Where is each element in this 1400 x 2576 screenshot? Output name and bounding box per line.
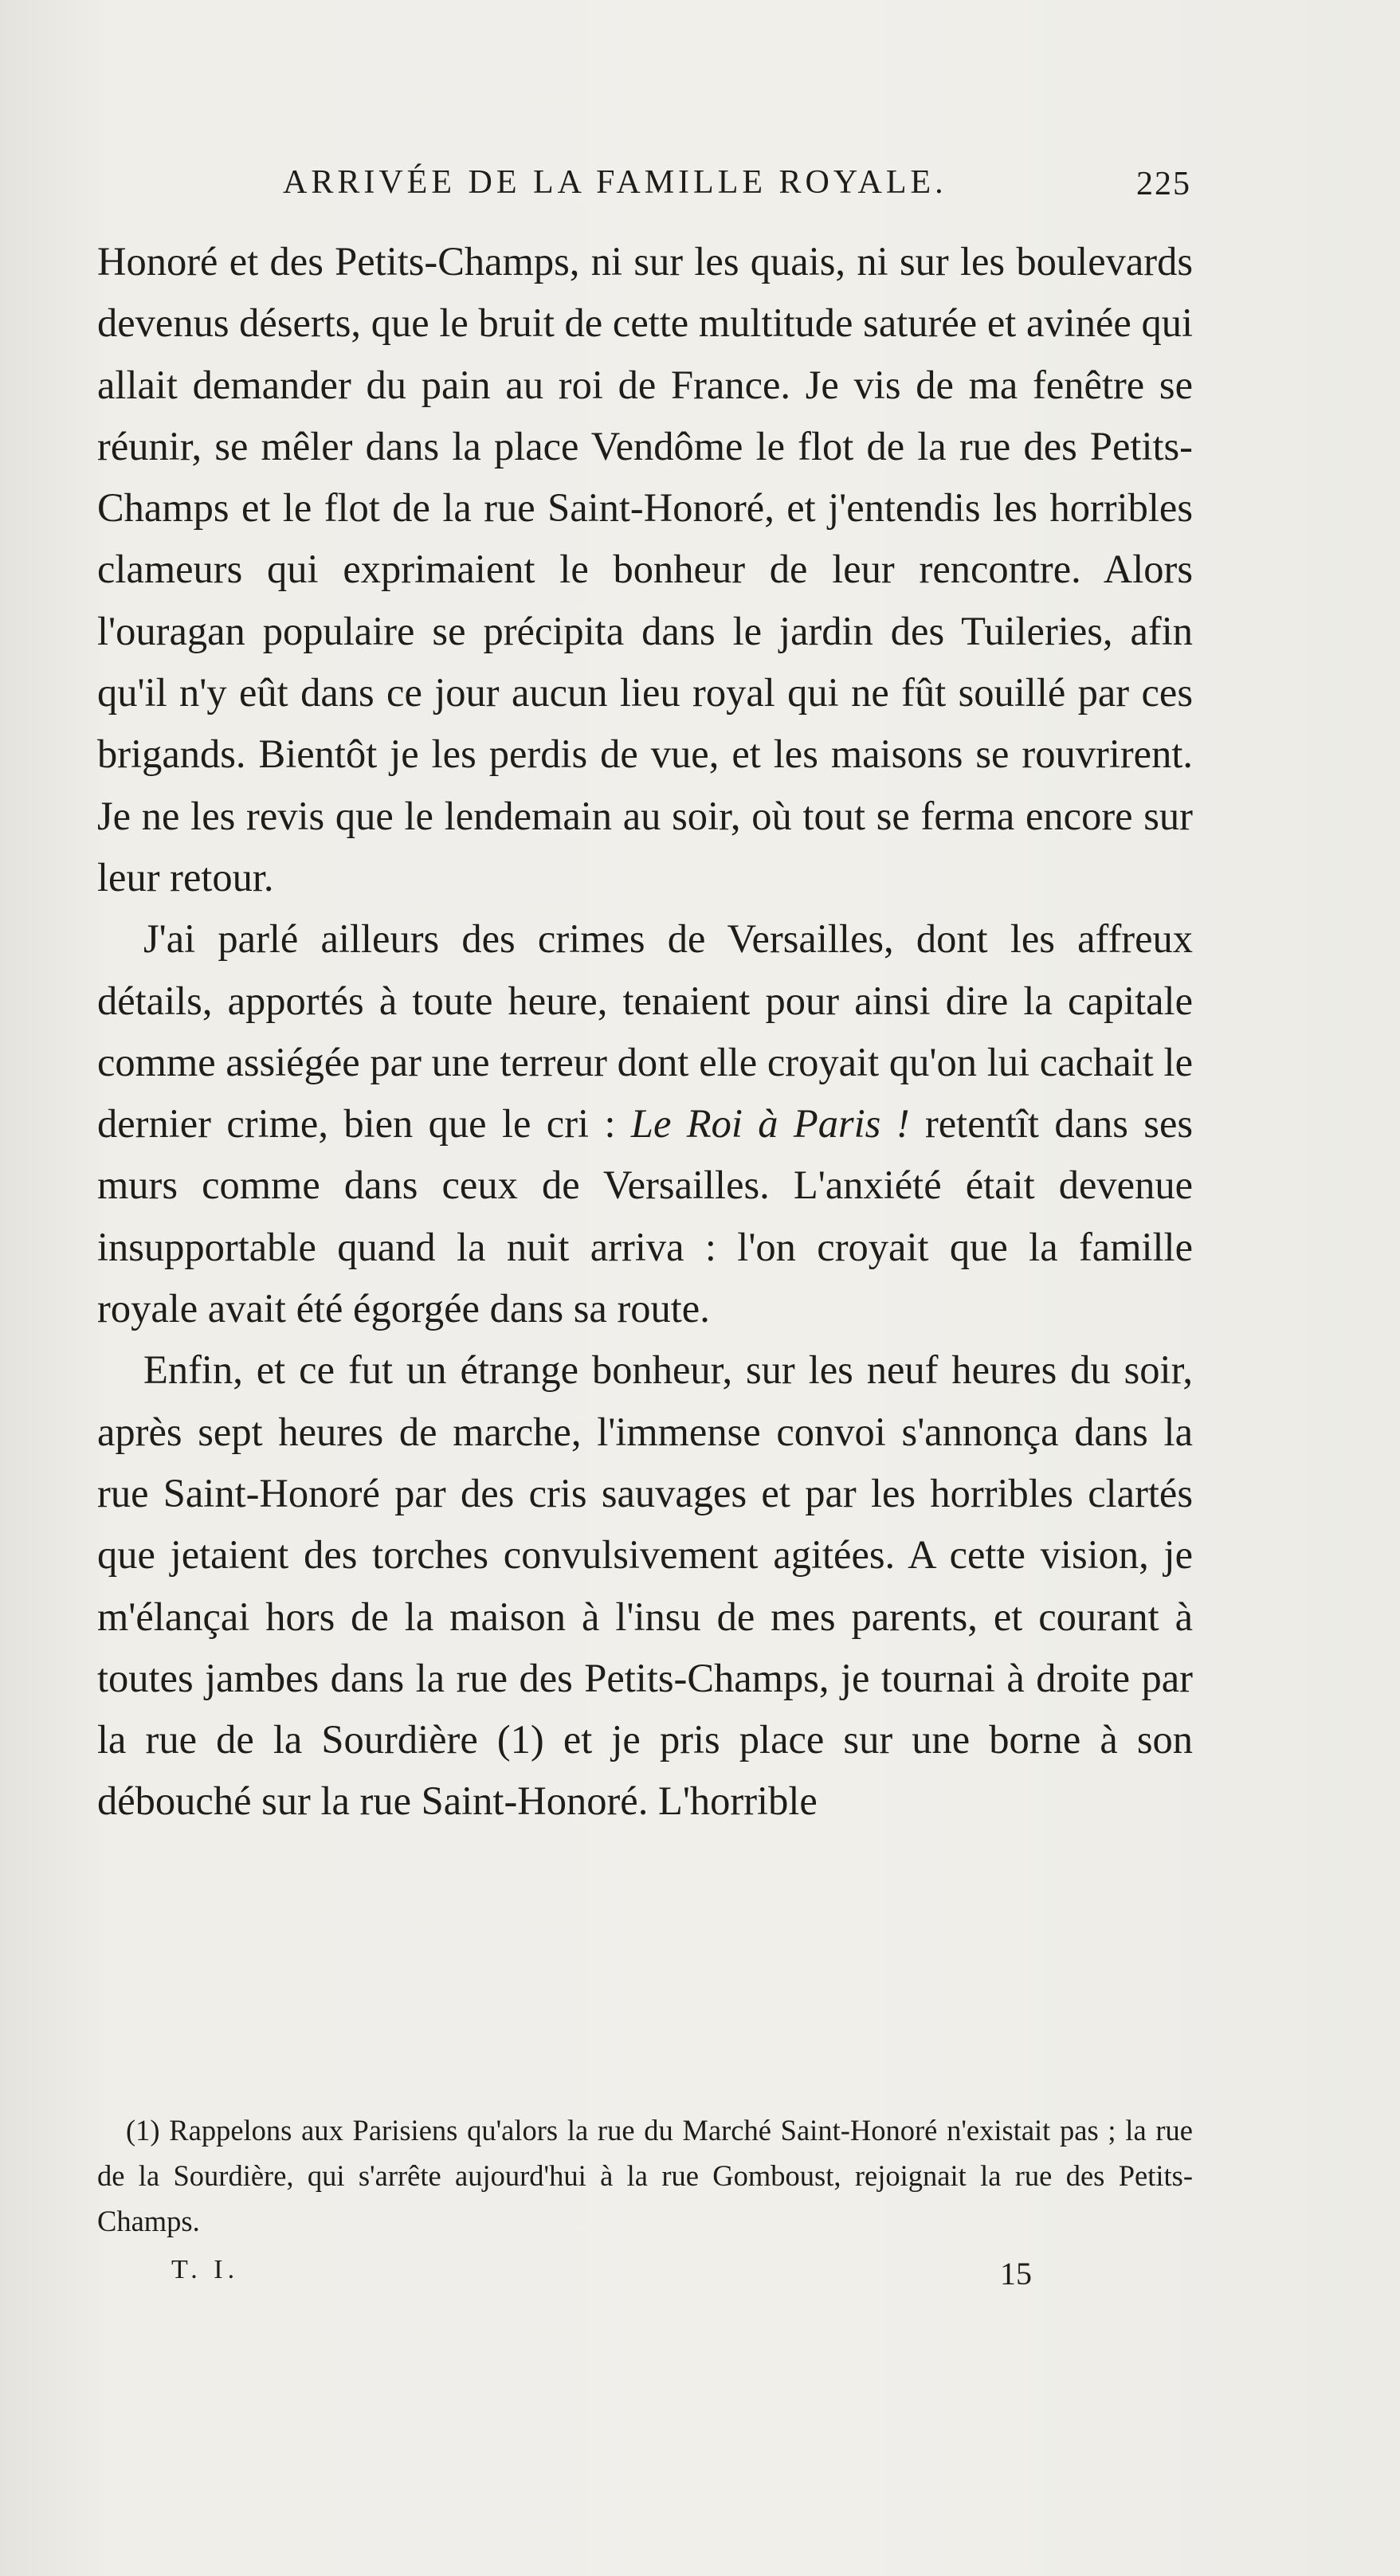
footnote-marker: (1) [126, 2114, 160, 2147]
paragraph-2-italic-quote: Le Roi à Paris ! [630, 1101, 910, 1147]
paragraph-1: Honoré et des Petits-Champs, ni sur les quais, ni sur les boulevards devenus déserts, que le bruit de cette multitude saturée et avinée qui allait demander du pain au roi de France. Je vis de ma fenêtre se réunir, se mêler dans la place Vendôme le flot de la rue des Petits-Champs et le flot de la rue Saint-Honoré, et j'entendis les horribles clameurs qui exprimaient le bonheur de leur rencontre. Alors l'ouragan populaire se précipita dans le jardin des Tuileries, afin qu'il n'y eût dans ce jour aucun lieu royal qui ne fût souillé par ces brigands. Bientôt je les perdis de vue, et les maisons se rouvrirent. Je ne les revis que le lendemain au soir, où tout se ferma encore sur leur retour. [97, 239, 1193, 900]
paragraph-3: Enfin, et ce fut un étrange bonheur, sur les neuf heures du soir, après sept heures de marche, l'immense convoi s'annonça dans la rue Saint-Honoré par des cris sauvages et par les horribles clartés que jetaient des torches convulsivement agitées. A cette vision, je m'élançai hors de la maison à l'insu de mes parents, et courant à toutes jambes dans la rue des Petits-Champs, je tournai à droite par la rue de la Sourdière (1) et je pris place sur une borne à son débouché sur la rue Saint-Honoré. L'horrible [97, 1347, 1193, 1824]
paragraph-2 [97, 908, 1193, 1339]
volume-signature: T. I. [171, 2255, 240, 2284]
running-head [283, 155, 1191, 211]
sheet-number: 15 [1000, 2256, 1032, 2292]
running-title: ARRIVÉE DE LA FAMILLE ROYALE. [283, 164, 947, 201]
page-number: 225 [1136, 166, 1191, 202]
footnote-text: Rappelons aux Parisiens qu'alors la rue du Marché Saint-Honoré n'existait pas ; la rue de la Sourdière, qui s'arrête aujourd'hui à la rue Gomboust, rejoignait la rue des Petits-Champs. [97, 2114, 1193, 2237]
paragraph-2-text-before: J'ai parlé ailleurs des crimes de Versailles, dont les affreux détails, apportés à toute heure, tenaient pour ainsi dire la capitale comme assiégée par une terreur dont elle croyait qu'on lui cachait le dernier crime, bien que le cri : [97, 916, 1193, 1147]
paragraph-2-text-after: retentît dans ses murs comme dans ceux de Versailles. L'anxiété était devenue insupportable quand la nuit arriva : l'on croyait que la famille royale avait été égorgée dans sa route. [97, 1101, 1194, 1331]
body-text [97, 231, 1193, 1833]
page-footer [171, 2255, 1032, 2303]
footnote [97, 2107, 1193, 2244]
